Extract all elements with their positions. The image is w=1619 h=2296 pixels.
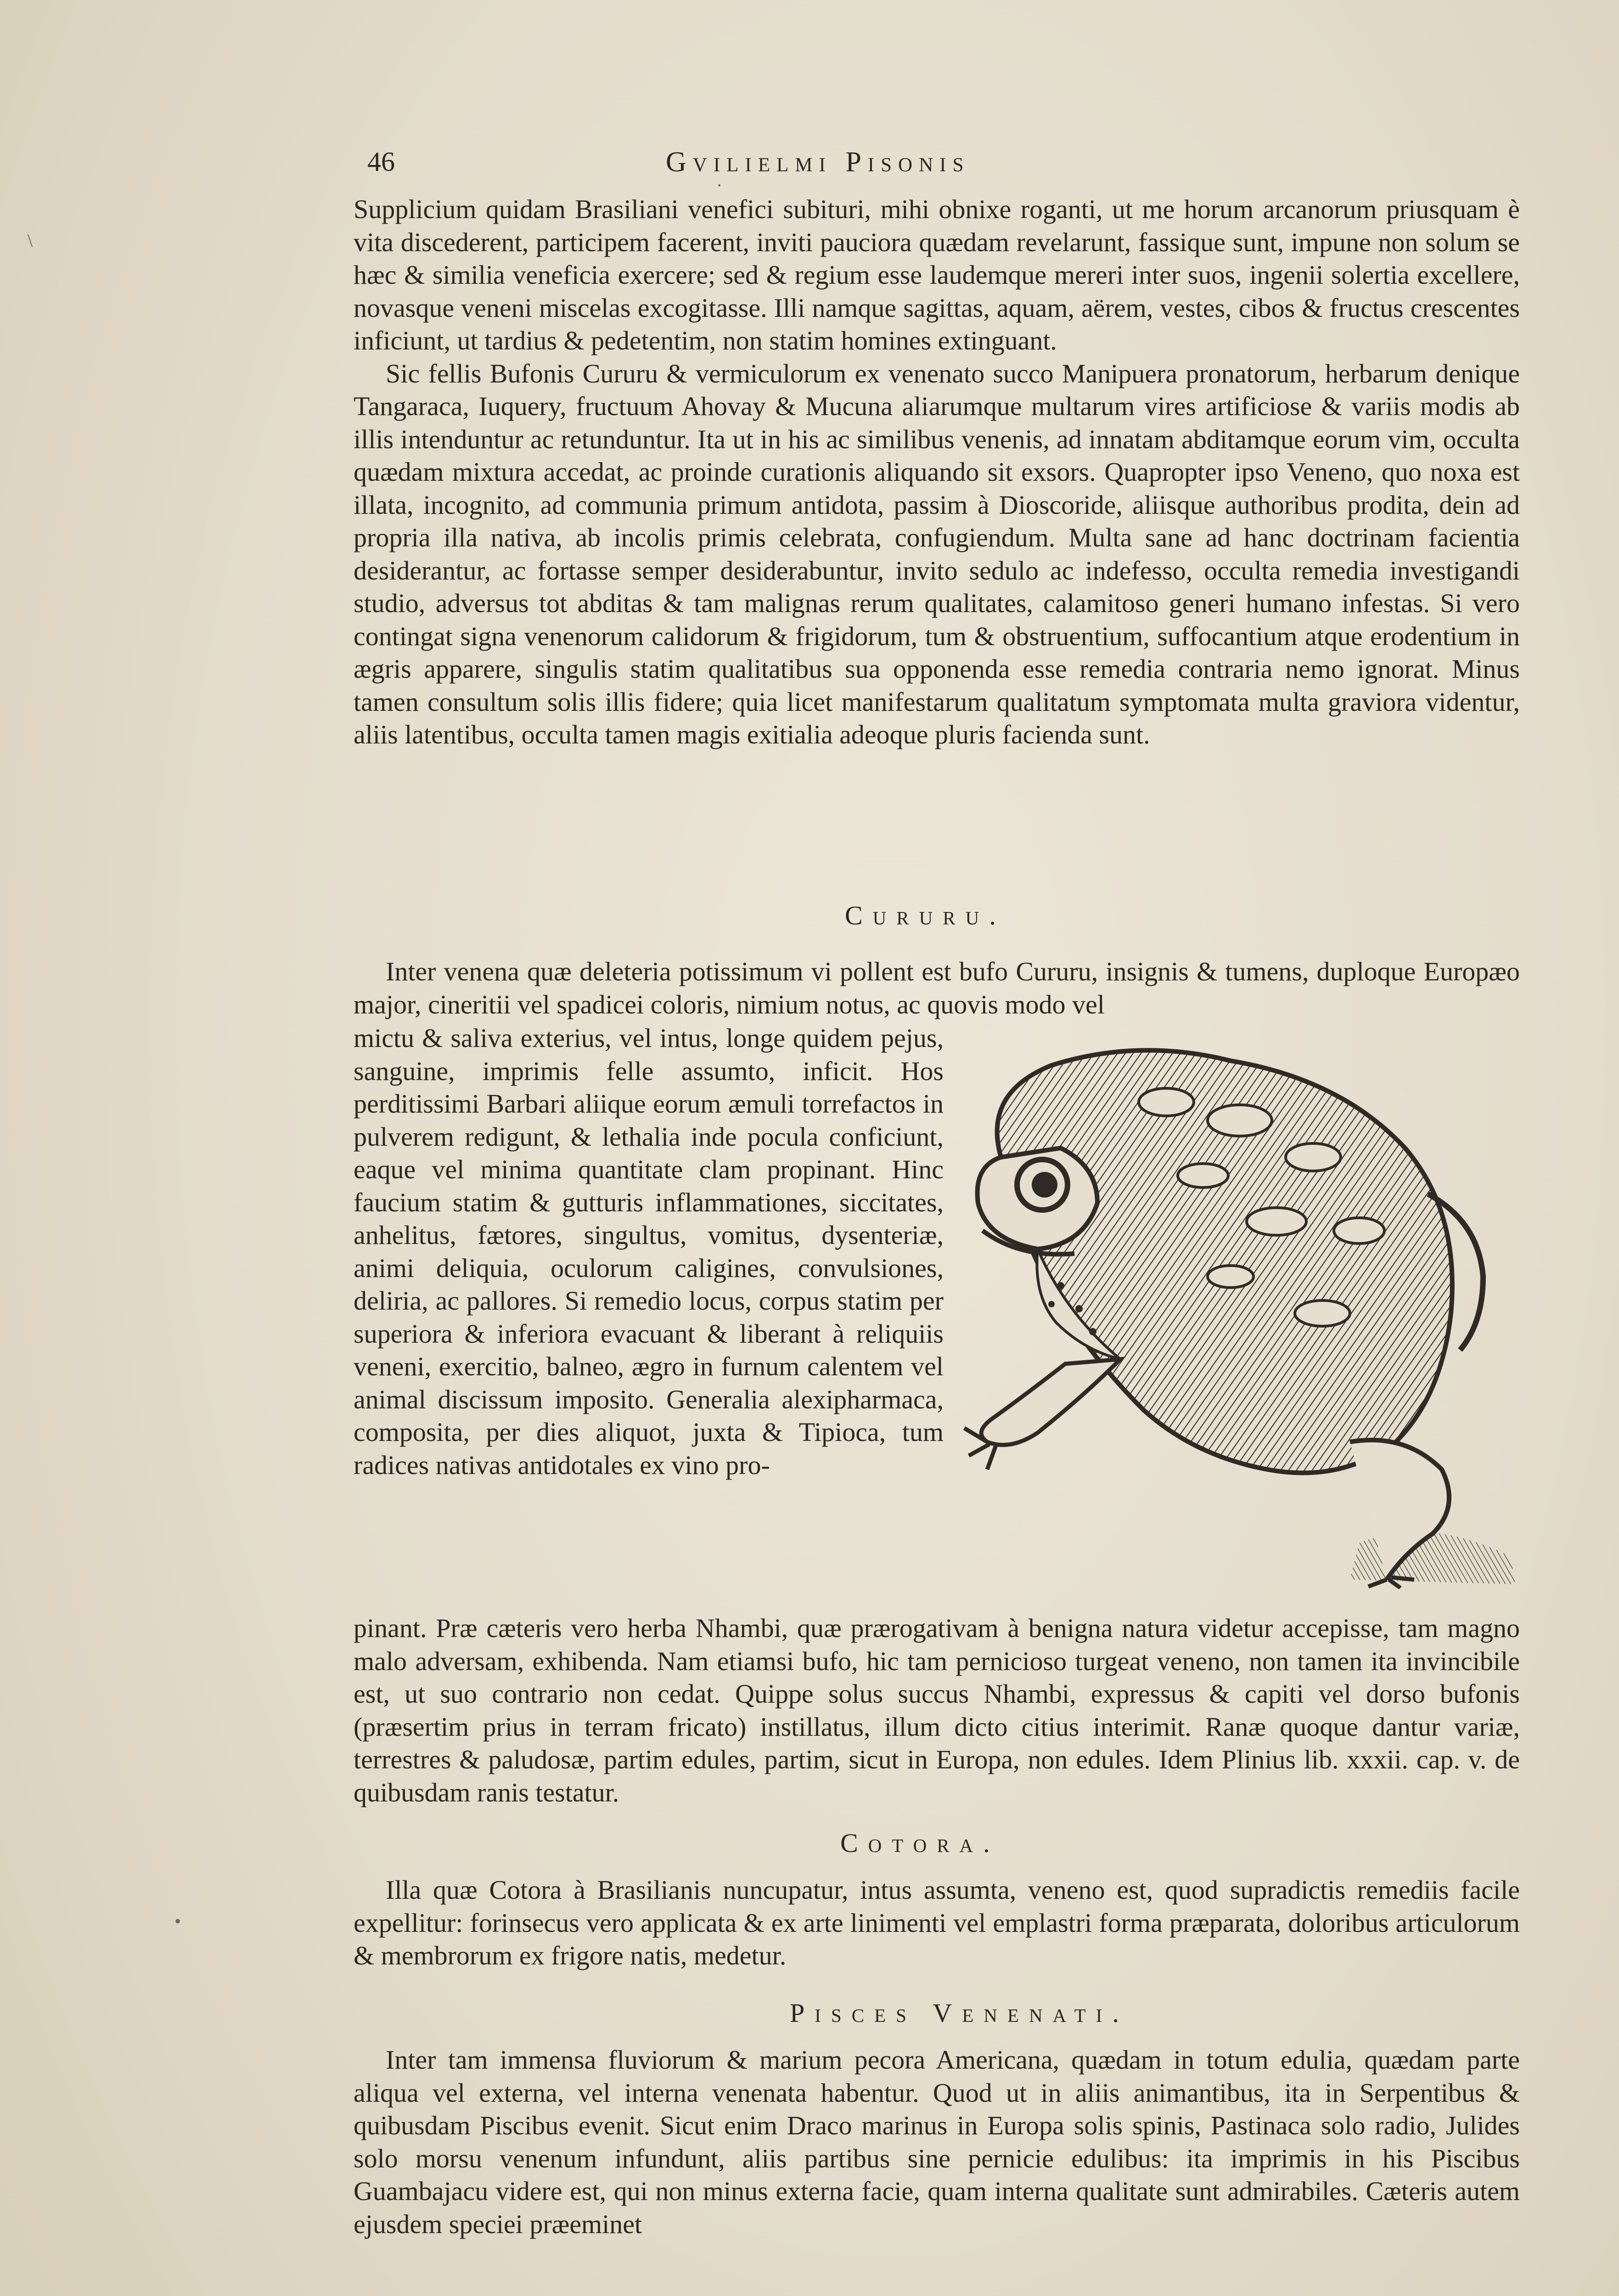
running-title: Gvilielmi Pisonis [666, 146, 970, 178]
margin-dot: • [174, 1911, 181, 1931]
cururu-continued-text: pinant. Præ cæteris vero herba Nhambi, quæ prærogativam à benigna natura videtur accepisse, tam magno malo adversam, exhibenda. Nam etiamsi bufo, hic tam pernicioso turgeat veneno, non tamen ita invincibile est, ut suo contrario non cedat. Quippe solus succus Nhambi, expressus & capiti vel dorso bufonis (præsertim prius in terram fricato) instillatus, illum dicto citius interimit. Ranæ quoque dantur variæ, terrestres & paludosæ, partim edules, partim, sicut in Europa, non edules. Idem Plinius lib. xxxii. cap. v. de quibusdam ranis testatur. [354, 1613, 1520, 1807]
margin-tick-mark: \ [28, 230, 33, 251]
page-header [367, 146, 1194, 183]
cururu-wrapped-text: mictu & saliva exterius, vel intus, longe quidem pejus, sanguine, imprimis felle assumto, inficit. Hos perditissimi Barbari aliique eorum æmuli torrefactos in pulverem redigunt, & lethalia inde pocula conficiunt, eaque vel minima quantitate clam propinant. Hinc faucium statim & gutturis inflammationes, siccitates, anhelitus, fætores, singultus, vomitus, dysenteriæ, animi deliquia, oculorum caligines, convulsiones, deliria, ac pallores. Si remedio locus, corpus statim per superiora & inferiora evacuant & liberant à reliquiis veneni, exercitio, balneo, ægro in furnum calentem vel animal discissum imposito. Generalia alexipharmaca, composita, per dies aliquot, juxta & Tipioca, tum radices nativas antidotales ex vino pro- [354, 1023, 944, 1480]
ink-speck: · [716, 175, 723, 196]
intro-paragraph-2: Sic fellis Bufonis Cururu & vermiculorum ex venenato succo Manipuera pronatorum, herbarum denique Tangaraca, Iuquery, fructuum Ahovay & Mucuna aliarumque multarum vires artificiose & variis modis ab illis intenduntur ac retunduntur. Ita ut in his ac similibus venenis, ad innatam abditamque eorum vim, occulta quædam mixtura accedat, ac proinde curationis aliquando sit exsors. Quapropter ipso Veneno, quo noxa est illata, incognito, ad communia primum antidota, passim à Dioscoride, aliisque authoribus prodita, dein ad propria illa nativa, ab incolis primis celebrata, confugiendum. Multa sane ad hanc doctrinam facientia desiderantur, ac fortasse semper desiderabuntur, invito sedulo ac indefesso, occulta remedia investigandi studio, adversus tot abditas & tam malignas rerum qualitates, calamitoso generi humano infestas. Si vero contingat signa venenorum calidorum & frigidorum, tum & obstruentium, suffocantium atque erodentium in ægris apparere, singulis statim qualitatibus sua opponenda esse remedia contraria nemo ignorat. Minus tamen consultum solis illis fidere; quia licet manifestarum qualitatum symptomata multa graviora videntur, aliis latentibus, occulta tamen magis exitialia adeoque pluris facienda sunt. [354, 358, 1520, 749]
intro-paragraph-1: Supplicium quidam Brasiliani venefici subituri, mihi obnixe roganti, ut me horum arcanorum priusquam è vita discederent, participem facerent, inviti pauciora quædam revelarunt, fassique sunt, impune non solum se hæc & similia veneficia exercere; sed & regium esse laudemque mereri inter suos, ingenii solertia excellere, novasque veneni miscelas excogitasse. Illi namque sagittas, aquam, aërem, vestes, cibos & fructus crescentes inficiunt, ut tardius & pedetentim, non statim homines extinguant. [354, 194, 1520, 355]
heading-cotora: Cotora. [840, 1828, 1000, 1858]
toad-woodcut-illustration [946, 1029, 1520, 1589]
heading-pisces-venenati: Pisces Venenati. [790, 1998, 1129, 2028]
cururu-lead: Inter venena quæ deleteria potissimum vi pollent est bufo Cururu, insignis & tumens, duploque Europæo major, cineritii vel spadicei coloris, nimium notus, ac quovis modo vel [354, 957, 1520, 1019]
heading-cururu: Cururu. [845, 900, 1006, 930]
intro-text [354, 193, 1520, 751]
page-number: 46 [367, 146, 395, 177]
cotora-text: Illa quæ Cotora à Brasilianis nuncupatur, intus assumta, veneno est, quod supradictis remediis facile expellitur: forinsecus vero applicata & ex arte linimenti vel emplastri forma præparata, doloribus articulorum & membrorum ex frigore natis, medetur. [354, 1875, 1520, 1970]
pisces-text: Inter tam immensa fluviorum & marium pecora Americana, quædam in totum edulia, quædam parte aliqua vel externa, vel interna venenata habentur. Quod ut in aliis animantibus, ita in Serpentibus & quibusdam Piscibus evenit. Sicut enim Draco marinus in Europa solis spinis, Pastinaca solo radio, Julides solo morsu venenum infundunt, aliis partibus sine pernicie edulibus: ita imprimis in his Piscibus Guambajacu videre est, qui non minus externa facie, quam interna qualitate sunt admirabiles. Cæteris autem ejusdem speciei præeminet [354, 2045, 1520, 2239]
